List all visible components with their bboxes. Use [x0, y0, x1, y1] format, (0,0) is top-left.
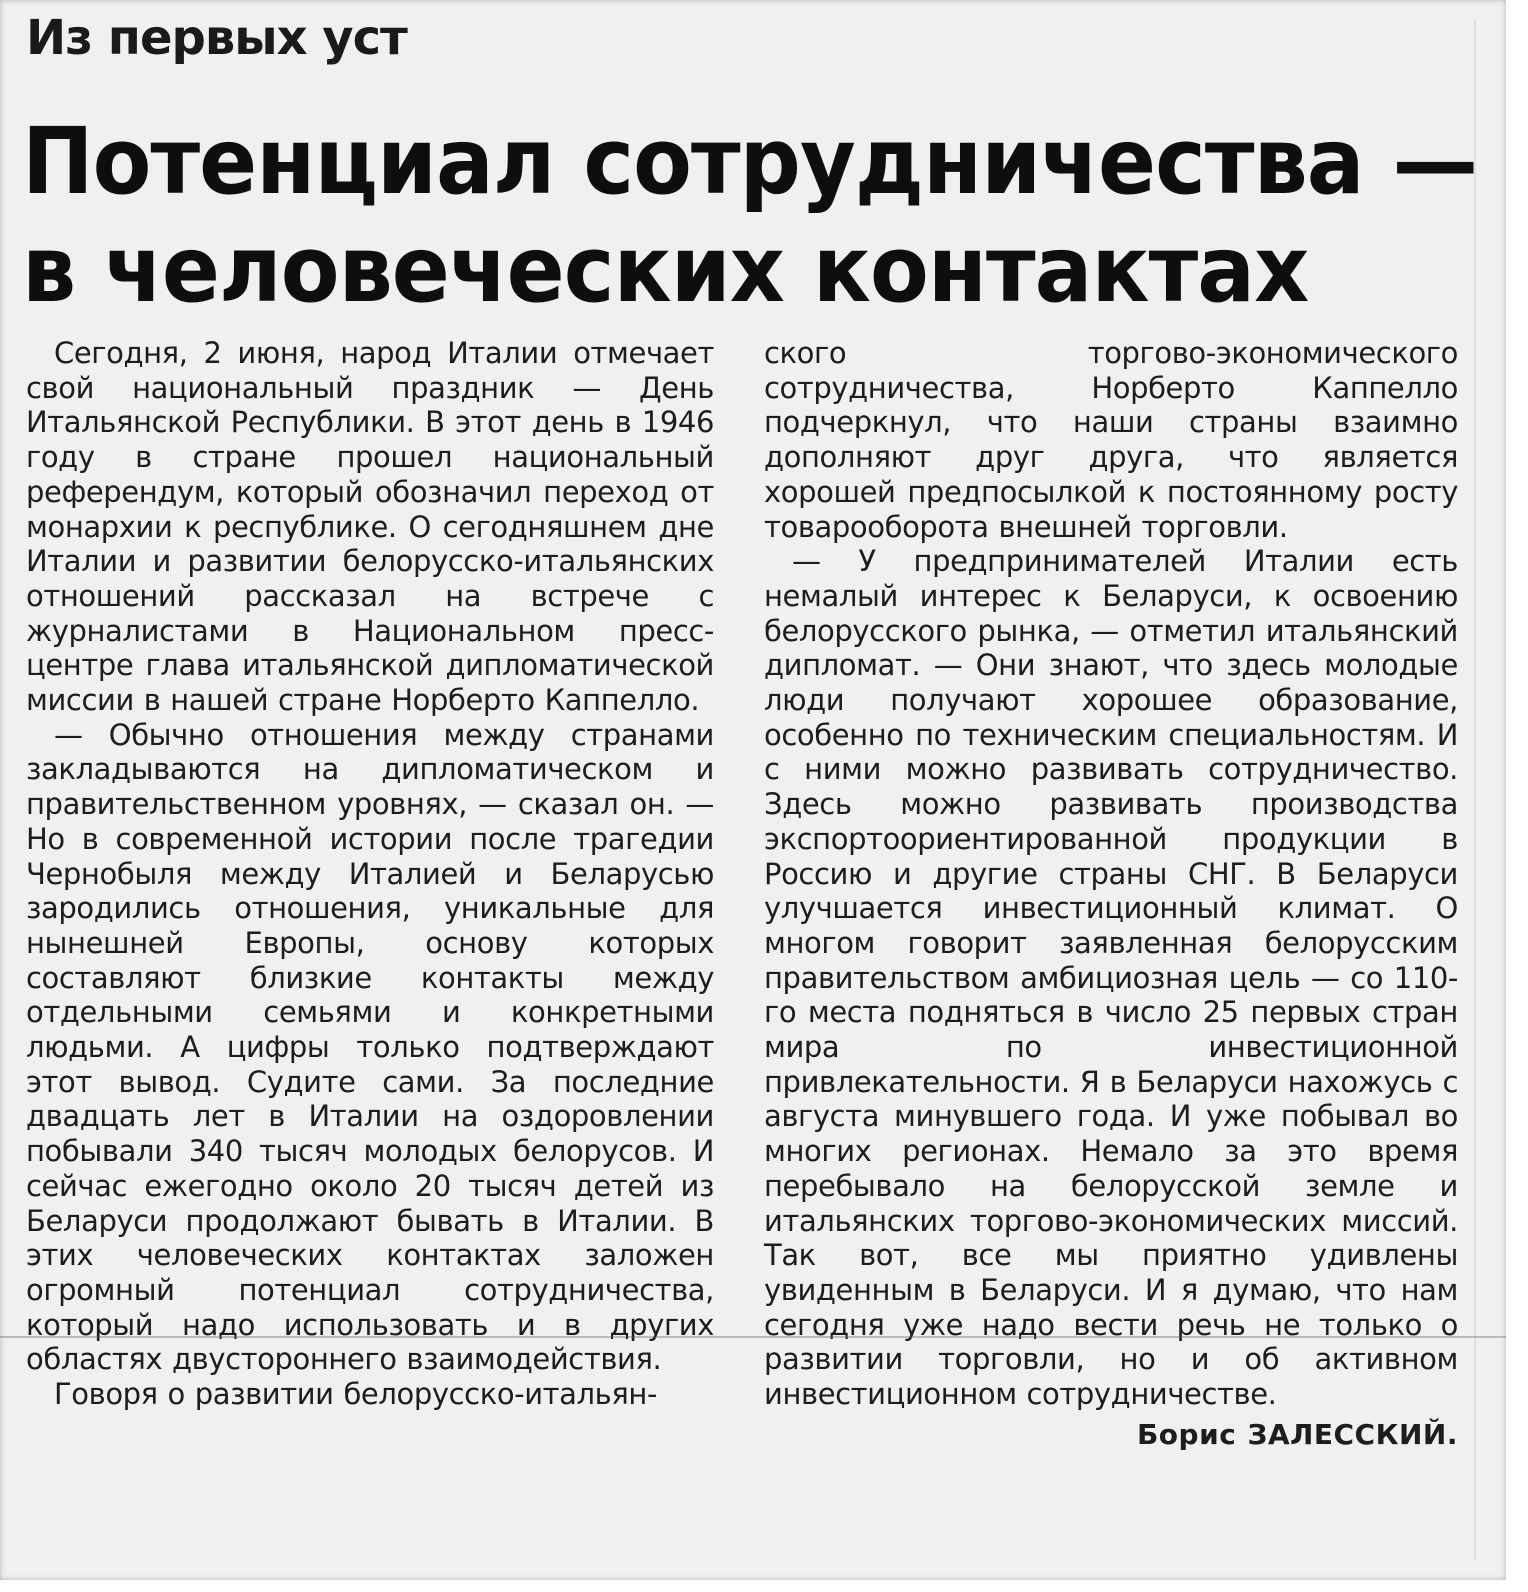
- headline-line-2: в человеческих контактах: [22, 216, 1309, 323]
- article-column-left: [26, 336, 714, 1412]
- paragraph-quote-1: — Обычно отношения между странами закладываются на дипломатическом и правительственном уровнях, — сказал он. — Но в современной истории после трагедии Чернобыля между Италией и Беларусью зародились отношения, уникальные для нынешней Европы, основу которых составляют близкие контакты между отдельными семьями и конкретными людьми. А цифры только подтверждают этот вывод. Судите сами. За последние двадцать лет в Италии на оздоровлении побывали 340 тысяч молодых белорусов. И сейчас ежегодно около 20 тысяч детей из Беларуси продолжают бывать в Италии. В этих человеческих контактах заложен огромный потенциал сотрудничества, который надо использовать и в других областях двустороннего взаимодействия.: [26, 717, 714, 1377]
- paragraph-quote-2: — У предпринимателей Италии есть немалый интерес к Беларуси, к освоению белорусского рынка, — отметил итальянский дипломат. — Они знают, что здесь молодые люди получают хорошее образование, особенно по техническим специальностям. И с ними можно развивать сотрудничество. Здесь можно развивать производства экспортоориентированной продукции в Россию и другие страны СНГ. В Беларуси улучшается инвестиционный климат. О многом говорит заявленная белорусским правительством амбициозная цель — со 110-го места подняться в число 25 первых стран мира по инвестиционной привлекательности. Я в Беларуси нахожусь с августа минувшего года. И уже побывал во многих регионах. Немало за это время перебывало на белорусской земле и итальянских торгово-экономических миссий. Так вот, все мы приятно удивлены увиденным в Беларуси. И я думаю, что нам сегодня уже надо вести речь не только о развитии торговли, но и об активном инвестиционном сотрудничестве.: [764, 544, 1458, 1412]
- author-signature: Борис ЗАЛЕССКИЙ.: [1136, 1417, 1458, 1451]
- paragraph-continuation: ского торгово-экономического сотрудничества, Норберто Каппелло подчеркнул, что наши страны взаимно дополняют друг друга, что является хорошей предпосылкой к постоянному росту товарооборота внешней торговли.: [764, 336, 1458, 544]
- paragraph-intro: Сегодня, 2 июня, народ Италии отмечает свой национальный праздник — День Итальянской Республики. В этот день в 1946 году в стране прошел национальный референдум, который обозначил переход от монархии к республике. О сегодняшнем дне Италии и развитии белорусско-итальянских отношений рассказал на встрече с журналистами в Национальном пресс-центре глава итальянской дипломатической миссии в нашей стране Норберто Каппелло.: [26, 336, 714, 718]
- paper-fold-line: [0, 1336, 1506, 1338]
- article-headline: [22, 108, 1477, 324]
- paragraph-continued: Говоря о развитии белорусско-итальян-: [54, 1377, 658, 1412]
- article-column-right: [764, 336, 1458, 1453]
- rubric-label: Из первых уст: [26, 10, 407, 66]
- headline-line-1: Потенциал сотрудничества —: [22, 108, 1478, 215]
